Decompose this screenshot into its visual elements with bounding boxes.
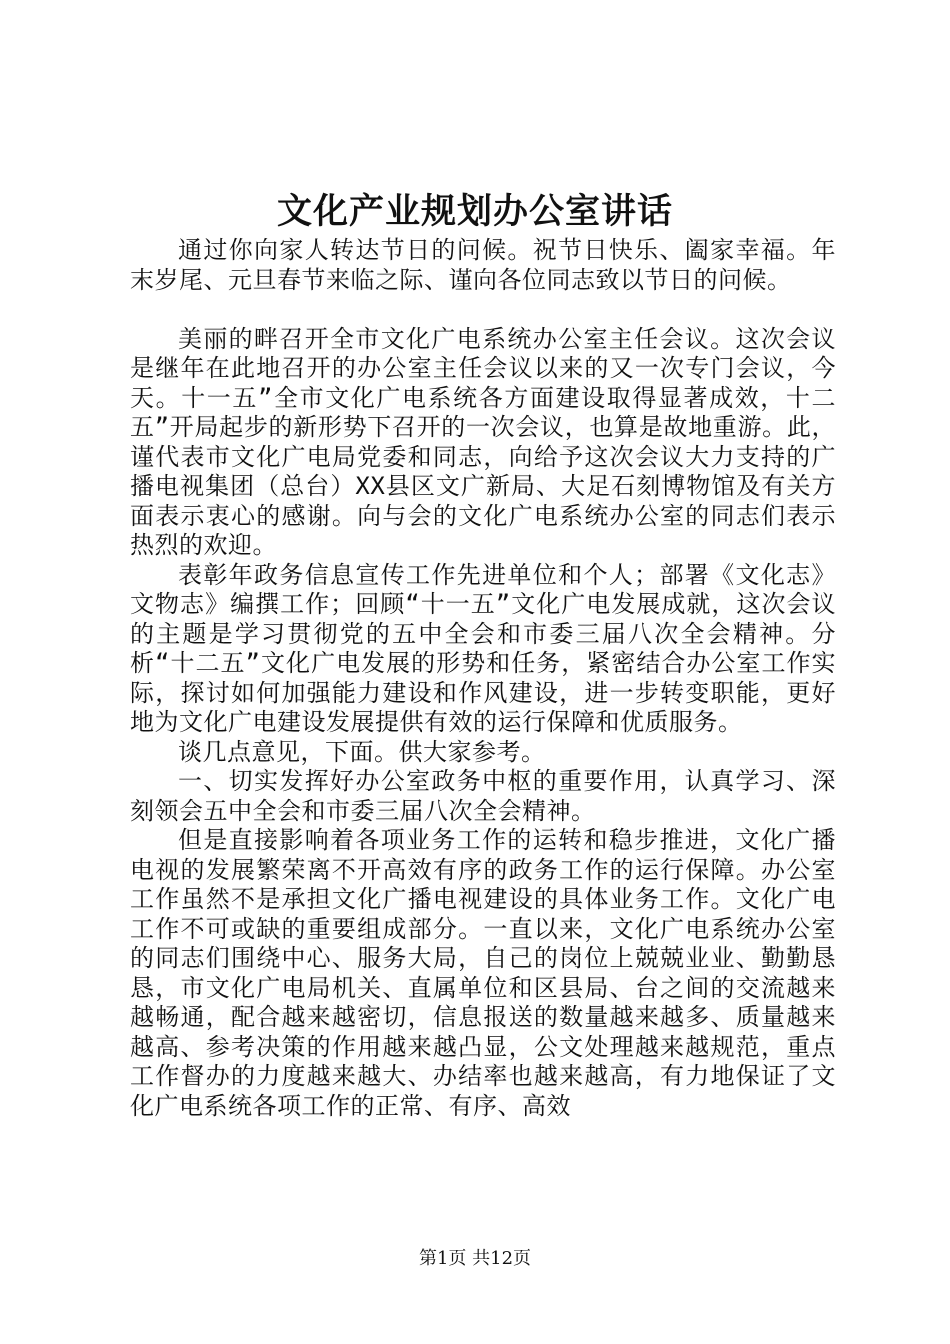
page-number-footer: 第1页 共12页 bbox=[418, 1248, 532, 1269]
paragraph-transition: 谈几点意见，下面。供大家参考。 bbox=[178, 737, 546, 766]
paragraph-meeting-theme: 表彰年政务信息宣传工作先进单位和个人；部署《文化志》文物志》编撰工作；回顾“十一五”文化广电发展成就，这次会议的主题是学习贯彻党的五中全会和市委三届八次全会精神。分析“十二五”文化广电发展的形势和任务，紧密结合办公室工作实际，探讨如何加强能力建设和作风建设，进一步转变职能，更好地为文化广电建设发展提供有效的运行保障和优质服务。 bbox=[130, 560, 836, 736]
paragraph-section-one-heading: 一、切实发挥好办公室政务中枢的重要作用，认真学习、深刻领会五中全会和市委三届八次全会精神。 bbox=[130, 767, 836, 825]
document-title: 文化产业规划办公室讲话 bbox=[276, 191, 673, 232]
paragraph-office-role: 但是直接影响着各项业务工作的运转和稳步推进，文化广播电视的发展繁荣离不开高效有序的政务工作的运行保障。办公室工作虽然不是承担文化广播电视建设的具体业务工作。文化广电工作不可或缺的重要组成部分。一直以来，文化广电系统办公室的同志们围绕中心、服务大局，自己的岗位上兢兢业业、勤勤恳恳，市文化广电局机关、直属单位和区县局、台之间的交流越来越畅通，配合越来越密切，信息报送的数量越来越多、质量越来越高、参考决策的作用越来越凸显，公文处理越来越规范，重点工作督办的力度越来越大、办结率也越来越高，有力地保证了文化广电系统各项工作的正常、有序、高效 bbox=[130, 826, 836, 1120]
paragraph-meeting-intro: 美丽的畔召开全市文化广电系统办公室主任会议。这次会议是继年在此地召开的办公室主任会议以来的又一次专门会议，今天。十一五”全市文化广电系统各方面建设取得显著成效，十二五”开局起步的新形势下召开的一次会议，也算是故地重游。此，谨代表市文化广电局党委和同志，向给予这次会议大力支持的广播电视集团（总台）XX县区文广新局、大足石刻博物馆及有关方面表示衷心的感谢。向与会的文化广电系统办公室的同志们表示热烈的欢迎。 bbox=[130, 324, 836, 559]
paragraph-greeting: 通过你向家人转达节日的问候。祝节日快乐、阖家幸福。年末岁尾、元旦春节来临之际、谨向各位同志致以节日的问候。 bbox=[130, 236, 836, 294]
document-body bbox=[130, 236, 836, 1121]
